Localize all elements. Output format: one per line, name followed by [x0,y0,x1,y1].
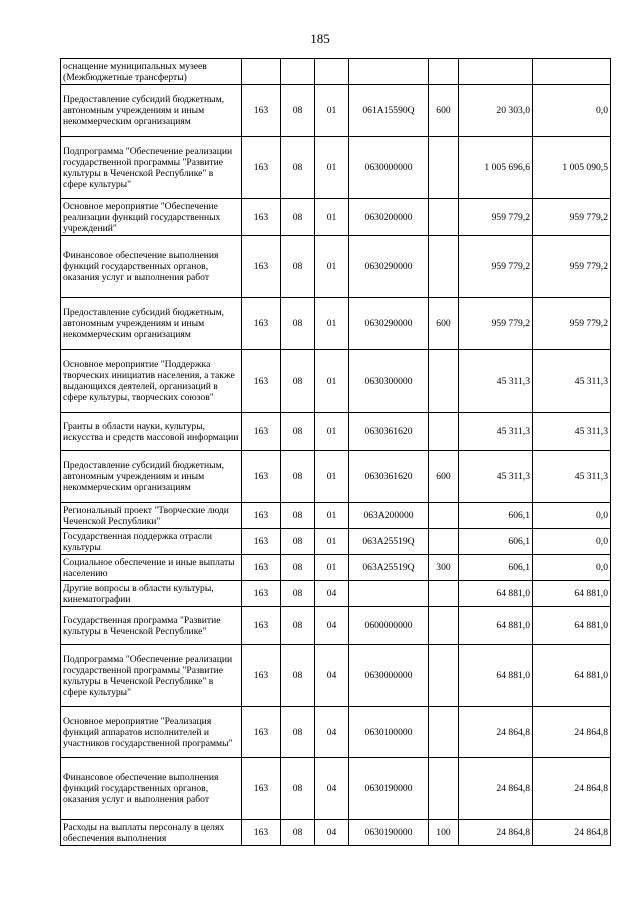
ministry-code-cell: 163 [242,350,281,413]
amount-2022-cell: 24 864,8 [533,820,611,846]
table-row [61,451,611,503]
table-row [61,137,611,199]
amount-2022-cell: 959 779,2 [533,199,611,236]
ministry-code-cell: 163 [242,236,281,298]
subsection-code-cell [315,59,349,85]
section-code-cell: 08 [281,85,315,137]
ministry-code-cell: 163 [242,137,281,199]
amount-2021-cell: 606,1 [459,555,533,581]
target-article-cell: 061A15590Q [349,85,429,137]
amount-2021-cell: 45 311,3 [459,413,533,451]
section-code-cell: 08 [281,758,315,820]
target-article-cell [349,581,429,607]
ministry-code-cell: 163 [242,707,281,758]
table-row [61,607,611,645]
target-article-cell: 0630290000 [349,298,429,350]
table-row [61,85,611,137]
ministry-code-cell: 163 [242,758,281,820]
target-article-cell: 0630361620 [349,413,429,451]
table-row [61,298,611,350]
expense-type-cell: 100 [429,820,459,846]
table-row [61,581,611,607]
expense-type-cell: 300 [429,555,459,581]
subsection-code-cell: 01 [315,413,349,451]
row-name-cell: Предоставление субсидий бюджетным, автономным учреждениям и иным некоммерческим организациям [61,451,242,503]
target-article-cell: 0630290000 [349,236,429,298]
target-article-cell: 063A25519Q [349,529,429,555]
section-code-cell: 08 [281,451,315,503]
target-article-cell: 0630190000 [349,820,429,846]
section-code-cell: 08 [281,137,315,199]
amount-2022-cell: 1 005 090,5 [533,137,611,199]
amount-2021-cell: 606,1 [459,529,533,555]
amount-2021-cell: 64 881,0 [459,645,533,707]
ministry-code-cell: 163 [242,503,281,529]
expense-type-cell: 600 [429,298,459,350]
section-code-cell: 08 [281,236,315,298]
subsection-code-cell: 01 [315,236,349,298]
expense-type-cell [429,350,459,413]
amount-2022-cell: 959 779,2 [533,236,611,298]
target-article-cell: 0630000000 [349,137,429,199]
amount-2022-cell: 0,0 [533,529,611,555]
table-body [61,59,611,846]
row-name-cell: Расходы на выплаты персоналу в целях обеспечения выполнения [61,820,242,846]
target-article-cell: 0600000000 [349,607,429,645]
subsection-code-cell: 01 [315,137,349,199]
table-row [61,59,611,85]
subsection-code-cell: 04 [315,645,349,707]
row-name-cell: Региональный проект "Творческие люди Чеченской Республики" [61,503,242,529]
subsection-code-cell: 01 [315,199,349,236]
section-code-cell: 08 [281,503,315,529]
row-name-cell: Основное мероприятие "Поддержка творческих инициатив населения, а также выдающихся деятелей, организаций в сфере культуры, творческих союзов" [61,350,242,413]
subsection-code-cell: 01 [315,85,349,137]
row-name-cell: Финансовое обеспечение выполнения функций государственных органов, оказания услуг и выполнения работ [61,758,242,820]
subsection-code-cell: 01 [315,298,349,350]
amount-2021-cell: 959 779,2 [459,199,533,236]
table-row [61,820,611,846]
section-code-cell [281,59,315,85]
target-article-cell: 0630100000 [349,707,429,758]
target-article-cell: 063A25519Q [349,555,429,581]
amount-2022-cell: 64 881,0 [533,645,611,707]
section-code-cell: 08 [281,555,315,581]
amount-2022-cell: 24 864,8 [533,707,611,758]
table-row [61,758,611,820]
amount-2022-cell: 45 311,3 [533,350,611,413]
expense-type-cell [429,529,459,555]
subsection-code-cell: 01 [315,503,349,529]
target-article-cell [349,59,429,85]
row-name-cell: Предоставление субсидий бюджетным, автономным учреждениям и иным некоммерческим организациям [61,85,242,137]
ministry-code-cell [242,59,281,85]
amount-2021-cell: 959 779,2 [459,236,533,298]
amount-2021-cell: 1 005 696,6 [459,137,533,199]
expense-type-cell [429,581,459,607]
expense-type-cell [429,758,459,820]
ministry-code-cell: 163 [242,555,281,581]
subsection-code-cell: 04 [315,758,349,820]
table-row [61,529,611,555]
ministry-code-cell: 163 [242,85,281,137]
expense-type-cell [429,59,459,85]
section-code-cell: 08 [281,298,315,350]
ministry-code-cell: 163 [242,298,281,350]
amount-2021-cell: 24 864,8 [459,707,533,758]
section-code-cell: 08 [281,350,315,413]
table-row [61,199,611,236]
amount-2022-cell: 45 311,3 [533,451,611,503]
expense-type-cell [429,503,459,529]
expense-type-cell [429,607,459,645]
row-name-cell: Подпрограмма "Обеспечение реализации государственной программы "Развитие культуры в Чеченской Республике" в сфере культуры" [61,137,242,199]
section-code-cell: 08 [281,707,315,758]
expense-type-cell: 600 [429,451,459,503]
amount-2021-cell: 64 881,0 [459,581,533,607]
row-name-cell: Основное мероприятие "Реализация функций аппаратов исполнителей и участников государственной программы" [61,707,242,758]
page-number: 185 [310,31,330,46]
expense-type-cell [429,199,459,236]
section-code-cell: 08 [281,199,315,236]
amount-2021-cell: 64 881,0 [459,607,533,645]
ministry-code-cell: 163 [242,820,281,846]
table-row [61,645,611,707]
amount-2022-cell: 0,0 [533,503,611,529]
amount-2021-cell: 45 311,3 [459,451,533,503]
expense-type-cell: 600 [429,85,459,137]
amount-2021-cell: 24 864,8 [459,820,533,846]
subsection-code-cell: 04 [315,581,349,607]
amount-2021-cell: 959 779,2 [459,298,533,350]
ministry-code-cell: 163 [242,199,281,236]
row-name-cell: Государственная поддержка отрасли культуры [61,529,242,555]
subsection-code-cell: 04 [315,607,349,645]
row-name-cell: Предоставление субсидий бюджетным, автономным учреждениям и иным некоммерческим организациям [61,298,242,350]
expense-type-cell [429,137,459,199]
table-row [61,555,611,581]
table-row [61,707,611,758]
section-code-cell: 08 [281,413,315,451]
target-article-cell: 0630361620 [349,451,429,503]
subsection-code-cell: 01 [315,555,349,581]
amount-2022-cell: 45 311,3 [533,413,611,451]
amount-2022-cell: 0,0 [533,85,611,137]
target-article-cell: 0630000000 [349,645,429,707]
target-article-cell: 0630200000 [349,199,429,236]
target-article-cell: 063A200000 [349,503,429,529]
row-name-cell: Государственная программа "Развитие культуры в Чеченской Республике" [61,607,242,645]
amount-2021-cell: 606,1 [459,503,533,529]
budget-table [60,58,611,846]
amount-2022-cell [533,59,611,85]
table-row [61,413,611,451]
row-name-cell: Другие вопросы в области культуры, кинематографии [61,581,242,607]
row-name-cell: Основное мероприятие "Обеспечение реализации функций государственных учреждений" [61,199,242,236]
table-row [61,350,611,413]
section-code-cell: 08 [281,607,315,645]
expense-type-cell [429,645,459,707]
subsection-code-cell: 04 [315,820,349,846]
amount-2022-cell: 64 881,0 [533,581,611,607]
expense-type-cell [429,707,459,758]
amount-2021-cell: 24 864,8 [459,758,533,820]
amount-2022-cell: 0,0 [533,555,611,581]
section-code-cell: 08 [281,581,315,607]
section-code-cell: 08 [281,529,315,555]
amount-2021-cell [459,59,533,85]
table-row [61,236,611,298]
row-name-cell: Подпрограмма "Обеспечение реализации государственной программы "Развитие культуры в Чеченской Республике" в сфере культуры" [61,645,242,707]
subsection-code-cell: 04 [315,707,349,758]
ministry-code-cell: 163 [242,581,281,607]
subsection-code-cell: 01 [315,529,349,555]
amount-2022-cell: 24 864,8 [533,758,611,820]
target-article-cell: 0630190000 [349,758,429,820]
row-name-cell: Гранты в области науки, культуры, искусства и средств массовой информации [61,413,242,451]
ministry-code-cell: 163 [242,413,281,451]
ministry-code-cell: 163 [242,607,281,645]
ministry-code-cell: 163 [242,645,281,707]
row-name-cell: Социальное обеспечение и иные выплаты населению [61,555,242,581]
section-code-cell: 08 [281,820,315,846]
ministry-code-cell: 163 [242,451,281,503]
amount-2021-cell: 45 311,3 [459,350,533,413]
row-name-cell: оснащение муниципальных музеев (Межбюджетные трансферты) [61,59,242,85]
subsection-code-cell: 01 [315,451,349,503]
amount-2022-cell: 64 881,0 [533,607,611,645]
section-code-cell: 08 [281,645,315,707]
amount-2021-cell: 20 303,0 [459,85,533,137]
target-article-cell: 0630300000 [349,350,429,413]
amount-2022-cell: 959 779,2 [533,298,611,350]
row-name-cell: Финансовое обеспечение выполнения функций государственных органов, оказания услуг и выполнения работ [61,236,242,298]
expense-type-cell [429,413,459,451]
subsection-code-cell: 01 [315,350,349,413]
table-row [61,503,611,529]
ministry-code-cell: 163 [242,529,281,555]
expense-type-cell [429,236,459,298]
